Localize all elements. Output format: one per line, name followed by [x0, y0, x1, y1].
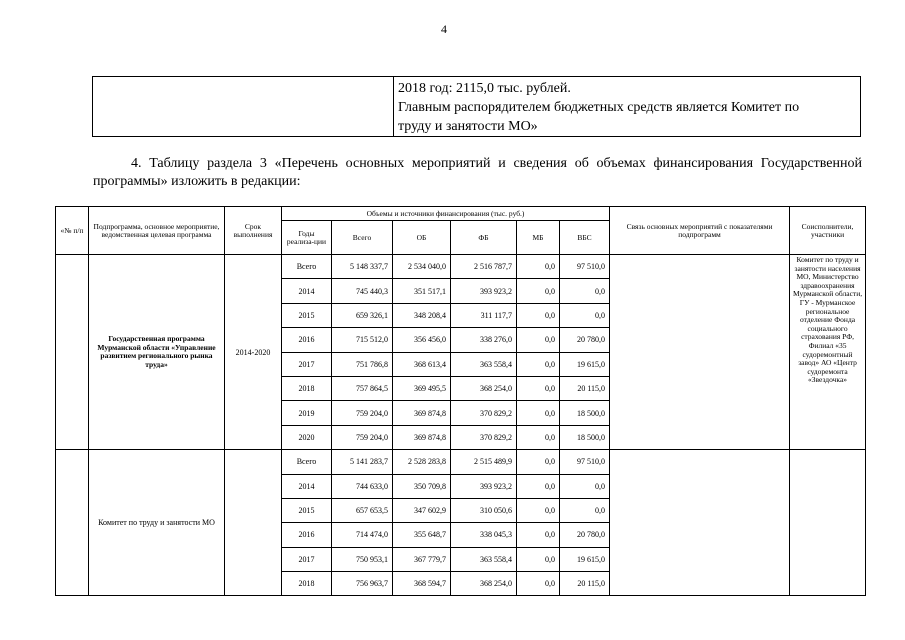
committee-num-cell	[56, 450, 89, 596]
fb-cell: 393 923,2	[451, 474, 517, 498]
fb-cell: 310 050,6	[451, 498, 517, 522]
total-cell: 715 512,0	[332, 328, 393, 352]
mb-cell: 0,0	[517, 547, 560, 571]
amendment-paragraph: 4. Таблицу раздела 3 «Перечень основных мероприятий и сведения об объемах финансирования Государственной программы» изложить в редакции:	[93, 156, 862, 189]
mb-cell: 0,0	[517, 352, 560, 376]
header-mb: МБ	[517, 221, 560, 255]
budget-manager-line-end: труду и занятости МО»	[398, 119, 538, 134]
ob-cell: 368 594,7	[393, 572, 451, 596]
table-row	[56, 255, 866, 279]
fb-cell: 338 276,0	[451, 328, 517, 352]
header-term: Срок выполнения	[225, 207, 282, 255]
mb-cell: 0,0	[517, 279, 560, 303]
year-cell: 2015	[282, 498, 332, 522]
vbs-cell: 97 510,0	[560, 255, 610, 279]
mb-cell: 0,0	[517, 523, 560, 547]
ob-cell: 369 874,8	[393, 425, 451, 449]
ob-cell: 348 208,4	[393, 303, 451, 327]
ob-cell: 351 517,1	[393, 279, 451, 303]
ob-cell: 2 534 040,0	[393, 255, 451, 279]
mb-cell: 0,0	[517, 572, 560, 596]
committee-term	[225, 450, 282, 596]
header-fb: ФБ	[451, 221, 517, 255]
financing-table	[55, 206, 866, 596]
table-row	[56, 450, 866, 474]
header-total: Всего	[332, 221, 393, 255]
funding-2018-line: 2018 год: 2115,0 тыс. рублей.	[398, 81, 571, 96]
mb-cell: 0,0	[517, 401, 560, 425]
vbs-cell: 19 615,0	[560, 547, 610, 571]
header-coexecutors: Соисполнители, участники	[790, 207, 866, 255]
year-cell: 2020	[282, 425, 332, 449]
vbs-cell: 97 510,0	[560, 450, 610, 474]
vbs-cell: 19 615,0	[560, 352, 610, 376]
fb-cell: 2 515 489,9	[451, 450, 517, 474]
program-num-cell	[56, 255, 89, 450]
year-cell: 2017	[282, 352, 332, 376]
vbs-cell: 20 115,0	[560, 376, 610, 400]
total-cell: 5 141 283,7	[332, 450, 393, 474]
mb-cell: 0,0	[517, 425, 560, 449]
total-cell: 751 786,8	[332, 352, 393, 376]
fb-cell: 311 117,7	[451, 303, 517, 327]
year-cell: Всего	[282, 450, 332, 474]
vbs-cell: 0,0	[560, 303, 610, 327]
ob-cell: 369 495,5	[393, 376, 451, 400]
committee-coexecutors	[790, 450, 866, 596]
header-subprogram: Подпрограмма, основное мероприятие, ведомственная целевая программа	[89, 207, 225, 255]
vbs-cell: 20 780,0	[560, 328, 610, 352]
year-cell: 2014	[282, 474, 332, 498]
mb-cell: 0,0	[517, 450, 560, 474]
year-cell: 2014	[282, 279, 332, 303]
program-link-cell	[610, 255, 790, 450]
program-term: 2014-2020	[225, 255, 282, 450]
mb-cell: 0,0	[517, 303, 560, 327]
fb-cell: 370 829,2	[451, 425, 517, 449]
ob-cell: 368 613,4	[393, 352, 451, 376]
total-cell: 659 326,1	[332, 303, 393, 327]
year-cell: 2018	[282, 376, 332, 400]
ob-cell: 369 874,8	[393, 401, 451, 425]
budget-manager-line: Главным распорядителем бюджетных средств является Комитет по	[398, 100, 800, 115]
continuation-table	[92, 76, 861, 137]
total-cell: 744 633,0	[332, 474, 393, 498]
vbs-cell: 18 500,0	[560, 425, 610, 449]
continuation-text-cell	[394, 77, 861, 137]
total-cell: 714 474,0	[332, 523, 393, 547]
page-number: 4	[441, 22, 447, 36]
total-cell: 745 440,3	[332, 279, 393, 303]
committee-link-cell	[610, 450, 790, 596]
fb-cell: 338 045,3	[451, 523, 517, 547]
total-cell: 756 963,7	[332, 572, 393, 596]
vbs-cell: 0,0	[560, 498, 610, 522]
year-cell: 2015	[282, 303, 332, 327]
vbs-cell: 0,0	[560, 279, 610, 303]
vbs-cell: 0,0	[560, 474, 610, 498]
year-cell: 2016	[282, 328, 332, 352]
total-cell: 759 204,0	[332, 401, 393, 425]
mb-cell: 0,0	[517, 498, 560, 522]
program-name: Государственная программа Мурманской области «Управление развитием регионального рынка труда»	[89, 255, 225, 450]
fb-cell: 363 558,4	[451, 547, 517, 571]
fb-cell: 2 516 787,7	[451, 255, 517, 279]
vbs-cell: 20 115,0	[560, 572, 610, 596]
mb-cell: 0,0	[517, 328, 560, 352]
header-vbs: ВБС	[560, 221, 610, 255]
fb-cell: 370 829,2	[451, 401, 517, 425]
mb-cell: 0,0	[517, 376, 560, 400]
total-cell: 757 864,5	[332, 376, 393, 400]
header-num: «№ п/п	[56, 207, 89, 255]
year-cell: 2016	[282, 523, 332, 547]
ob-cell: 2 528 283,8	[393, 450, 451, 474]
mb-cell: 0,0	[517, 474, 560, 498]
vbs-cell: 20 780,0	[560, 523, 610, 547]
mb-cell: 0,0	[517, 255, 560, 279]
header-link: Связь основных мероприятий с показателями подпрограмм	[610, 207, 790, 255]
year-cell: 2019	[282, 401, 332, 425]
program-coexecutors: Комитет по труду и занятости населения МО, Министерство здравоохранения Мурманской области, ГУ - Мурманское региональное отделение Фонда социального страхования РФ, Филиал «35 судоремонтный завод» АО «Центр судоремонта «Звездочка»	[790, 255, 866, 450]
header-years: Годы реализа-ции	[282, 221, 332, 255]
ob-cell: 355 648,7	[393, 523, 451, 547]
year-cell: 2018	[282, 572, 332, 596]
year-cell: Всего	[282, 255, 332, 279]
committee-name: Комитет по труду и занятости МО	[89, 450, 225, 596]
ob-cell: 350 709,8	[393, 474, 451, 498]
continuation-empty-cell	[93, 77, 394, 137]
total-cell: 750 953,1	[332, 547, 393, 571]
total-cell: 657 653,5	[332, 498, 393, 522]
header-ob: ОБ	[393, 221, 451, 255]
vbs-cell: 18 500,0	[560, 401, 610, 425]
year-cell: 2017	[282, 547, 332, 571]
fb-cell: 368 254,0	[451, 572, 517, 596]
ob-cell: 356 456,0	[393, 328, 451, 352]
total-cell: 759 204,0	[332, 425, 393, 449]
fb-cell: 368 254,0	[451, 376, 517, 400]
ob-cell: 347 602,9	[393, 498, 451, 522]
total-cell: 5 148 337,7	[332, 255, 393, 279]
fb-cell: 393 923,2	[451, 279, 517, 303]
ob-cell: 367 779,7	[393, 547, 451, 571]
header-volumes: Объемы и источники финансирования (тыс. руб.)	[282, 207, 610, 221]
fb-cell: 363 558,4	[451, 352, 517, 376]
